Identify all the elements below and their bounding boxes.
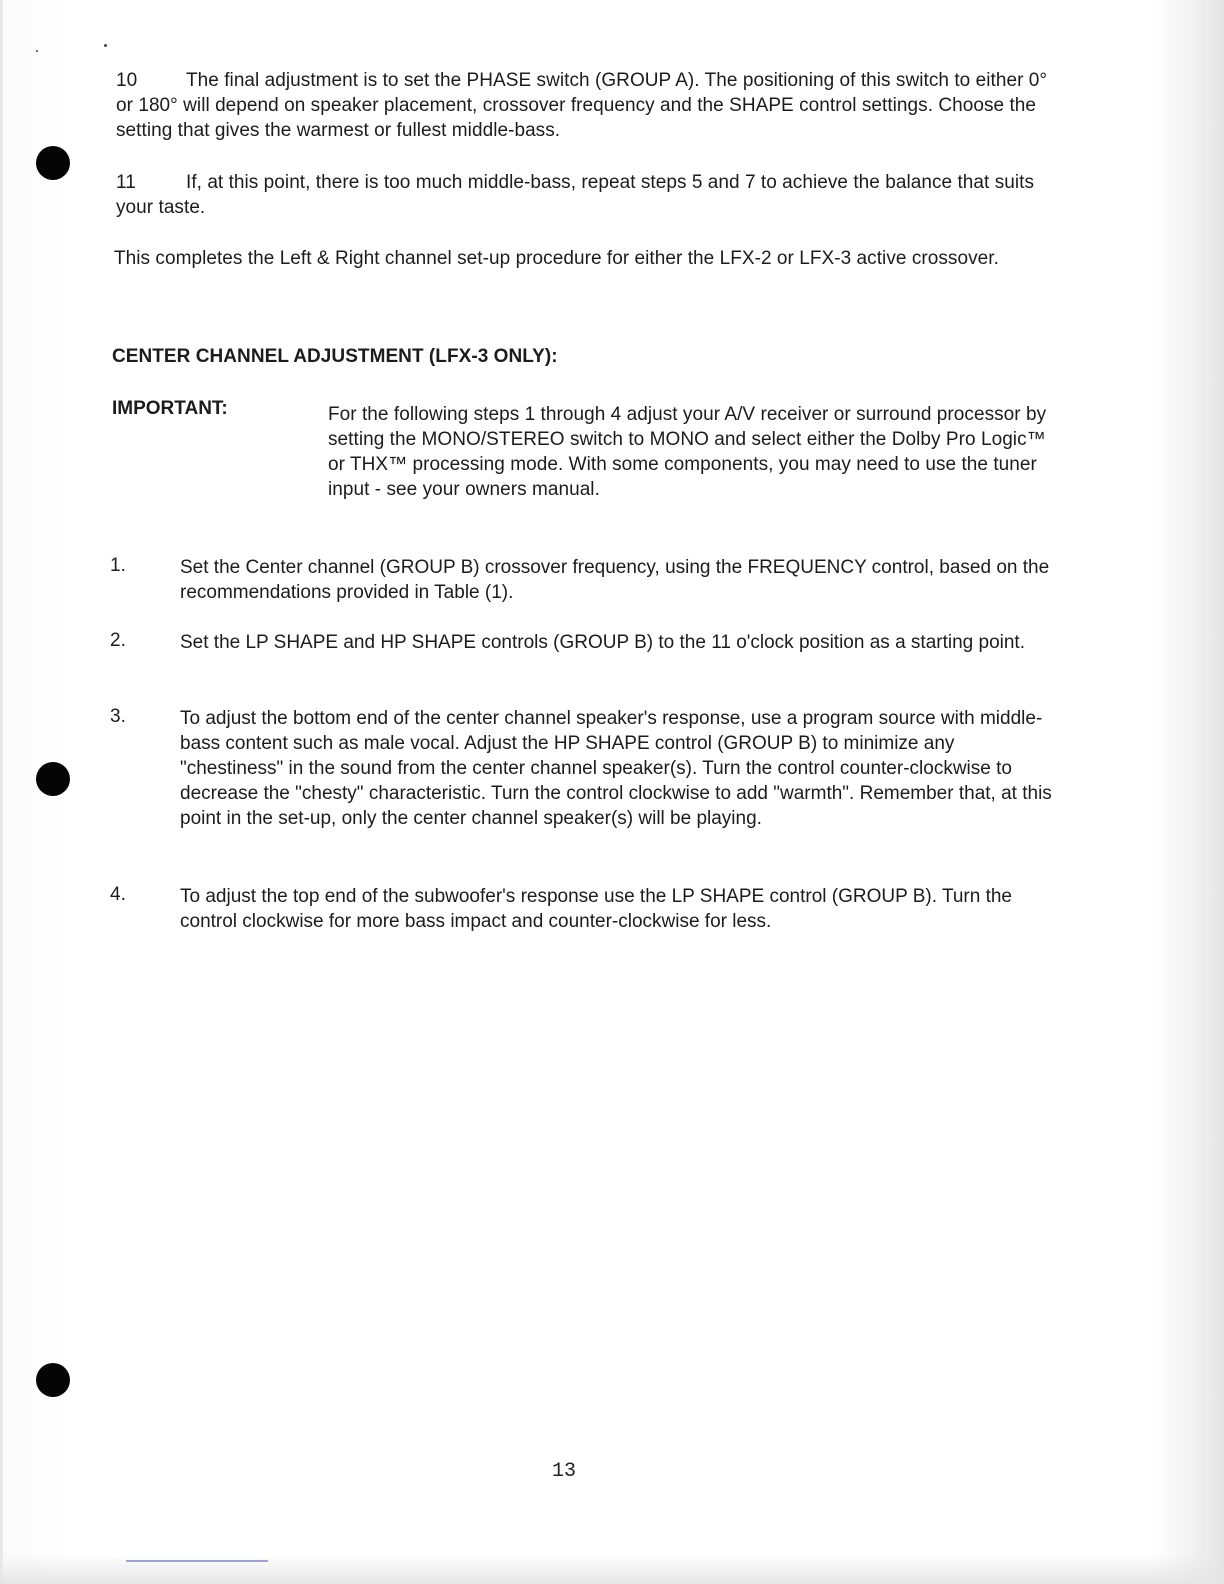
center-step-2-number: 2. [110, 630, 126, 651]
important-text: For the following steps 1 through 4 adjust your A/V receiver or surround processor by setting the MONO/STEREO switch to MONO and select either the Dolby Pro Logic™ or THX™ processing mode. With some components, you may need to use the tuner input - see your owners manual. [328, 404, 1047, 500]
center-step-4-number: 4. [110, 884, 126, 905]
scan-speck [36, 50, 38, 52]
step-10-paragraph [116, 68, 1056, 143]
step-11-paragraph [116, 170, 1056, 220]
step-11-text: If, at this point, there is too much middle-bass, repeat steps 5 and 7 to achieve the balance that suits your taste. [116, 172, 1035, 218]
page-number: 13 [552, 1460, 577, 1483]
center-step-1-text: Set the Center channel (GROUP B) crossover frequency, using the FREQUENCY control, based on the recommendations provided in Table (1). [180, 557, 1050, 603]
center-step-2-text: Set the LP SHAPE and HP SHAPE controls (GROUP B) to the 11 o'clock position as a starting point. [180, 632, 1025, 653]
binder-hole-middle [36, 762, 70, 796]
scan-edge-left [0, 0, 3, 1584]
center-step-4-text: To adjust the top end of the subwoofer's response use the LP SHAPE control (GROUP B). Turn the control clockwise for more bass impact and counter-clockwise for less. [180, 886, 1012, 932]
scan-artifact-line [126, 1560, 268, 1562]
step-11-number: 11 [116, 172, 136, 193]
completion-paragraph: This completes the Left & Right channel set-up procedure for either the LFX-2 or LFX-3 active crossover. [114, 248, 999, 269]
step-10-text: The final adjustment is to set the PHASE switch (GROUP A). The positioning of this switch to either 0° or 180° will depend on speaker placement, crossover frequency and the SHAPE control settings. Choose the setting that gives the warmest or fullest middle-bass. [116, 70, 1048, 141]
center-channel-heading: CENTER CHANNEL ADJUSTMENT (LFX-3 ONLY): [112, 346, 558, 367]
scan-edge-right [1190, 0, 1224, 1584]
scan-edge-bottom [0, 1554, 1224, 1584]
binder-hole-bottom [36, 1363, 70, 1397]
step-10-number: 10 [116, 70, 138, 91]
center-step-3-number: 3. [110, 706, 126, 727]
center-step-1-number: 1. [110, 555, 126, 576]
scan-speck [104, 44, 107, 47]
binder-hole-top [36, 146, 70, 180]
important-label: IMPORTANT: [112, 398, 228, 419]
center-step-3-text: To adjust the bottom end of the center channel speaker's response, use a program source with middle-bass content such as male vocal. Adjust the HP SHAPE control (GROUP B) to minimize any "chestiness" in the sound from the center channel speaker(s). Turn the control counter-clockwise to decrease the "chesty" characteristic. Turn the control clockwise to add "warmth". Remember that, at this point in the set-up, only the center channel speaker(s) will be playing. [180, 708, 1052, 829]
